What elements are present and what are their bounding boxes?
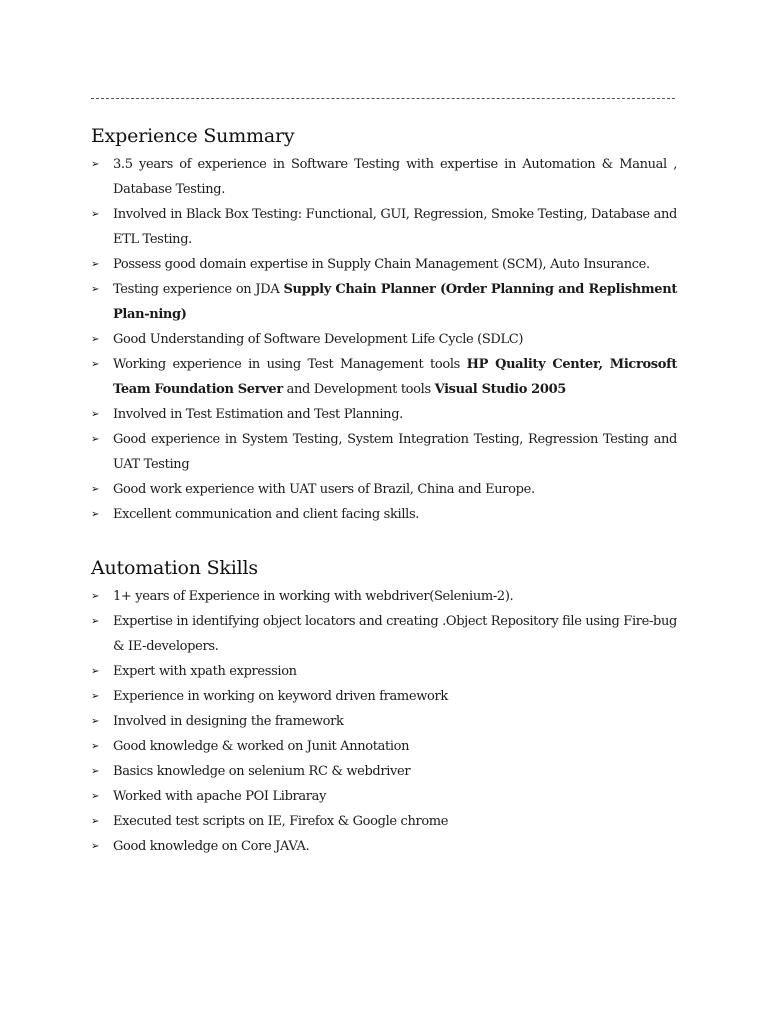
list-item: [91, 202, 677, 252]
list-item: [91, 834, 677, 859]
arrow-bullet-icon: ➢: [91, 691, 100, 702]
item-text: 1+ years of Experience in working with webdriver(Selenium-2).: [113, 589, 514, 604]
arrow-bullet-icon: ➢: [91, 766, 100, 777]
arrow-bullet-icon: ➢: [91, 509, 100, 520]
list-item: [91, 277, 677, 327]
item-text: Good Understanding of Software Development Life Cycle (SDLC): [113, 332, 524, 347]
item-text: Good knowledge on Core JAVA.: [113, 839, 310, 854]
arrow-bullet-icon: ➢: [91, 841, 100, 852]
experience-list: [91, 152, 677, 527]
list-item: [91, 152, 677, 202]
arrow-bullet-icon: ➢: [91, 616, 100, 627]
item-text: Testing experience on JDA: [113, 282, 284, 297]
item-text: and Development tools: [282, 382, 435, 397]
automation-skills-section: [91, 556, 677, 859]
item-text: Expertise in identifying object locators and creating .Object Repository file using Fire-bug & IE-developers.: [113, 614, 677, 654]
item-text: Basics knowledge on selenium RC & webdriver: [113, 764, 411, 779]
item-text: Expert with xpath expression: [113, 664, 297, 679]
item-text: Good work experience with UAT users of Brazil, China and Europe.: [113, 482, 535, 497]
arrow-bullet-icon: ➢: [91, 741, 100, 752]
bold-text: HP Quality Center, Microsoft Team Foundation Server: [113, 357, 677, 397]
list-item: [91, 502, 677, 527]
item-text: Involved in designing the framework: [113, 714, 344, 729]
item-text: Good knowledge & worked on Junit Annotation: [113, 739, 410, 754]
arrow-bullet-icon: ➢: [91, 816, 100, 827]
bold-text: Supply Chain Planner (Order Planning and Replishment Plan-ning): [113, 282, 677, 322]
arrow-bullet-icon: ➢: [91, 434, 100, 445]
arrow-bullet-icon: ➢: [91, 284, 100, 295]
list-item: [91, 659, 677, 684]
arrow-bullet-icon: ➢: [91, 791, 100, 802]
item-text: 3.5 years of experience in Software Testing with expertise in Automation & Manual , Database Testing.: [113, 157, 677, 197]
arrow-bullet-icon: ➢: [91, 666, 100, 677]
item-text: Executed test scripts on IE, Firefox & Google chrome: [113, 814, 449, 829]
item-text: Possess good domain expertise in Supply Chain Management (SCM), Auto Insurance.: [113, 257, 650, 272]
list-item: [91, 734, 677, 759]
list-item: [91, 352, 677, 402]
list-item: [91, 402, 677, 427]
item-text: Good experience in System Testing, System Integration Testing, Regression Testing and UAT Testing: [113, 432, 677, 472]
list-item: [91, 784, 677, 809]
list-item: [91, 427, 677, 477]
bold-text: Visual Studio 2005: [434, 382, 566, 397]
arrow-bullet-icon: ➢: [91, 484, 100, 495]
arrow-bullet-icon: ➢: [91, 409, 100, 420]
automation-list: [91, 584, 677, 859]
item-text: Excellent communication and client facing skills.: [113, 507, 420, 522]
arrow-bullet-icon: ➢: [91, 334, 100, 345]
arrow-bullet-icon: ➢: [91, 259, 100, 270]
list-item: [91, 759, 677, 784]
experience-summary-heading: Experience Summary: [91, 125, 295, 147]
list-item: [91, 584, 677, 609]
list-item: [91, 709, 677, 734]
list-item: [91, 809, 677, 834]
item-text: Experience in working on keyword driven framework: [113, 689, 448, 704]
automation-skills-heading: Automation Skills: [91, 557, 258, 579]
list-item: [91, 252, 677, 277]
arrow-bullet-icon: ➢: [91, 209, 100, 220]
list-item: [91, 477, 677, 502]
arrow-bullet-icon: ➢: [91, 716, 100, 727]
list-item: [91, 609, 677, 659]
item-text: Involved in Test Estimation and Test Planning.: [113, 407, 403, 422]
arrow-bullet-icon: ➢: [91, 359, 100, 370]
item-text: Worked with apache POI Libraray: [113, 789, 327, 804]
item-text: Involved in Black Box Testing: Functional, GUI, Regression, Smoke Testing, Database and ETL Testing.: [113, 207, 677, 247]
list-item: [91, 684, 677, 709]
dashed-divider: [91, 98, 675, 99]
experience-summary-section: [91, 124, 677, 527]
item-text: Working experience in using Test Management tools: [113, 357, 467, 372]
arrow-bullet-icon: ➢: [91, 159, 100, 170]
arrow-bullet-icon: ➢: [91, 591, 100, 602]
list-item: [91, 327, 677, 352]
